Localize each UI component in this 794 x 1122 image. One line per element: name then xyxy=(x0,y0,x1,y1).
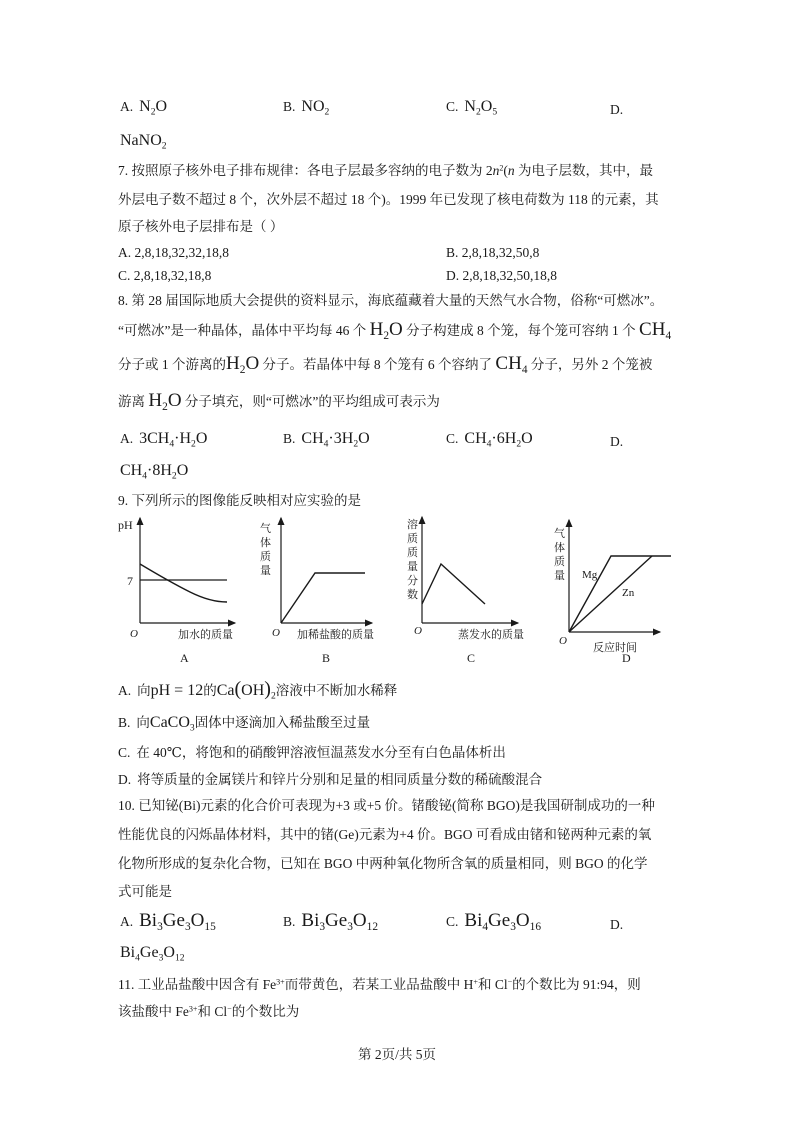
text: 和 Cl xyxy=(197,1004,228,1019)
text: 而带黄色，若某工业品盐酸中 H xyxy=(284,977,474,992)
formula: $3CH_4\cdot H_2O$ xyxy=(139,430,208,450)
text: 在 40℃，将饱和的硝酸钾溶液恒温蒸发水分至有白色晶体析出 xyxy=(136,745,506,760)
svg-text:O: O xyxy=(559,635,567,647)
option-label: D. xyxy=(610,102,624,117)
svg-text:O: O xyxy=(272,627,280,639)
svg-text:A: A xyxy=(180,651,189,665)
formula: $Bi_4Ge_3O_{16}$ xyxy=(464,910,542,933)
q9-option-d xyxy=(118,771,542,789)
q6-option-a xyxy=(120,98,167,116)
svg-text:质: 质 xyxy=(407,533,418,545)
q9-graphs xyxy=(110,512,710,670)
q6-option-c xyxy=(446,98,497,116)
svg-text:pH: pH xyxy=(118,518,133,532)
q6-option-d xyxy=(610,101,623,119)
q10-stem-line3: 化物所形成的复杂化合物，已知在 BGO 中两种氧化物所含氧的质量相同，则 BGO 的化学 xyxy=(118,856,648,871)
option-label: D. xyxy=(610,434,624,449)
text: 分子或 1 个游离的 xyxy=(118,357,226,372)
q8-stem-line2 xyxy=(118,321,671,340)
svg-text:溶: 溶 xyxy=(407,519,418,531)
q9-stem: 9. 下列所示的图像能反映相对应实验的是 xyxy=(118,493,361,508)
svg-text:气: 气 xyxy=(260,523,271,535)
q8-stem-line4 xyxy=(118,392,440,411)
q7-stem-line3: 原子核外电子层排布是（ ） xyxy=(118,219,284,234)
formula-ch4: $CH_4$ xyxy=(639,319,672,342)
q10-option-a xyxy=(120,912,216,931)
formula-n2o: $N_2O$ xyxy=(139,98,168,118)
formula: $Bi_4Ge_3O_{12}$ xyxy=(120,944,185,964)
option-label: D. xyxy=(610,917,624,932)
q7-stem-line1: 7. 按照原子核外电子排布规律：各电子层最多容纳的电子数为 $2n^2(n$ 为电子层数，其中，最 xyxy=(118,163,654,178)
text: 分子。若晶体中每 8 个笼有 6 个容纳了 xyxy=(262,357,493,372)
q8-option-c xyxy=(446,430,533,448)
svg-text:Mg: Mg xyxy=(582,569,598,581)
q10-option-b xyxy=(283,912,378,931)
option-label: C. xyxy=(446,914,459,929)
q8-stem-line3 xyxy=(118,355,652,374)
q6-option-b xyxy=(283,98,329,116)
text: 分子，另外 2 个笼被 xyxy=(530,357,653,372)
text: 该盐酸中 Fe xyxy=(118,1004,189,1019)
q10-stem-line2: 性能优良的闪烁晶体材料，其中的锗(Ge)元素为+4 价。BGO 可看成由锗和铋两种元素的氧 xyxy=(118,827,652,842)
svg-text:7: 7 xyxy=(127,574,133,588)
option-label: B. xyxy=(118,715,131,730)
q10-stem-line4: 式可能是 xyxy=(118,884,172,899)
formula: $CH_4\cdot 3H_2O$ xyxy=(301,430,370,450)
option-label: B. xyxy=(283,914,296,929)
option-label: A. xyxy=(118,683,132,698)
q10-option-c xyxy=(446,912,541,931)
text: “可燃冰”是一种晶体，晶体中平均每 46 个 xyxy=(118,323,367,338)
q8-option-a xyxy=(120,430,207,448)
svg-text:数: 数 xyxy=(407,589,418,601)
q7-option-d: D. 2,8,18,32,50,18,8 xyxy=(446,268,557,283)
q11-stem-line2: 该盐酸中 $Fe^{3+}$和 Cl−的个数比为 xyxy=(118,1004,300,1019)
text: 的个数比为 xyxy=(231,1004,300,1019)
page-footer: 第 2页/共 5页 xyxy=(357,1047,436,1062)
svg-text:C: C xyxy=(467,651,476,665)
text: 向 xyxy=(137,683,151,698)
formula-nano2: NaNO$_2$ xyxy=(120,132,167,152)
svg-text:量: 量 xyxy=(260,565,271,577)
option-label: D. xyxy=(118,772,132,787)
option-label: A. xyxy=(120,914,134,929)
text: 向 xyxy=(136,715,150,730)
q8-stem-line1: 8. 第 28 届国际地质大会提供的资料显示，海底蕴藏着大量的天然气水合物，俗称“可燃冰”。 xyxy=(118,293,664,308)
svg-text:质: 质 xyxy=(554,556,565,568)
formula-h2o: $H_2O$ xyxy=(148,390,182,413)
formula: $CH_4\cdot 6H_2O$ xyxy=(464,430,533,450)
q7-option-b: B. 2,8,18,32,50,8 xyxy=(446,245,540,260)
formula: $Bi_3Ge_3O_{12}$ xyxy=(301,910,379,933)
svg-text:加水的质量: 加水的质量 xyxy=(178,629,233,641)
option-label: C. xyxy=(118,745,131,760)
svg-text:分: 分 xyxy=(407,575,418,587)
formula-h2o: $H_2O$ xyxy=(369,319,403,342)
text: 固体中逐滴加入稀盐酸至过量 xyxy=(194,715,371,730)
svg-text:O: O xyxy=(414,625,422,637)
formula: $CH_4\cdot 8H_2O$ xyxy=(120,462,189,482)
svg-text:量: 量 xyxy=(554,570,565,582)
svg-text:Zn: Zn xyxy=(622,587,635,599)
svg-text:D: D xyxy=(622,651,631,665)
q7-option-a: A. 2,8,18,32,32,18,8 xyxy=(118,245,229,260)
q8-option-d-formula xyxy=(120,462,188,480)
q7-option-c: C. 2,8,18,32,18,8 xyxy=(118,268,212,283)
formula-h2o: $H_2O$ xyxy=(226,353,260,376)
text: 分子构建成 8 个笼，每个笼可容纳 1 个 xyxy=(406,323,636,338)
text: 溶液中不断加水稀释 xyxy=(275,683,398,698)
svg-text:体: 体 xyxy=(260,537,271,549)
graph-a xyxy=(118,518,235,665)
svg-text:O: O xyxy=(130,628,138,640)
q9-option-b xyxy=(118,714,370,732)
svg-text:质: 质 xyxy=(260,551,271,563)
text: 11. 工业品盐酸中因含有 Fe xyxy=(118,977,277,992)
q10-option-d-formula xyxy=(120,944,185,962)
q10-option-d xyxy=(610,916,623,934)
text: 和 Cl xyxy=(477,977,508,992)
q10-stem-line1: 10. 已知铋(Bi)元素的化合价可表现为+3 或+5 价。锗酸铋(简称 BGO)是我国研制成功的一种 xyxy=(118,798,655,813)
text: 将等质量的金属镁片和锌片分别和足量的相同质量分数的稀硫酸混合 xyxy=(137,772,543,787)
q7-stem-line2: 外层电子数不超过 8 个，次外层不超过 18 个)。1999 年已发现了核电荷数为 118 的元素，其 xyxy=(118,192,659,207)
q8-option-b xyxy=(283,430,370,448)
formula-no2: $NO_2$ xyxy=(301,98,330,118)
svg-text:质: 质 xyxy=(407,547,418,559)
text: 的个数比为 91:94，则 xyxy=(512,977,641,992)
svg-text:量: 量 xyxy=(407,561,418,573)
svg-text:加稀盐酸的质量: 加稀盐酸的质量 xyxy=(297,629,374,641)
q9-option-c xyxy=(118,744,506,762)
text: 的 xyxy=(203,683,217,698)
text: 分子填充，则“可燃冰”的平均组成可表示为 xyxy=(184,394,440,409)
svg-text:蒸发水的质量: 蒸发水的质量 xyxy=(458,629,524,641)
formula-ph: pH = 12 xyxy=(150,682,204,699)
q8-option-d xyxy=(610,433,623,451)
formula-n2o5: $N_2O_5$ xyxy=(464,98,498,118)
formula-caco3: CaCO$_3$ xyxy=(149,714,195,734)
text: 游离 xyxy=(118,394,145,409)
option-label: A. xyxy=(120,99,134,114)
option-label: B. xyxy=(283,431,296,446)
option-label: C. xyxy=(446,99,459,114)
option-label: A. xyxy=(120,431,134,446)
graph-d xyxy=(554,520,671,665)
q11-stem-line1: 11. 工业品盐酸中因含有 $Fe^{3+}$而带黄色，若某工业品盐酸中 H+和 Cl−的个数比为 91:94，则 xyxy=(118,977,641,992)
option-label: C. xyxy=(446,431,459,446)
formula-ch4: $CH_4$ xyxy=(495,353,528,376)
svg-text:气: 气 xyxy=(554,528,565,540)
svg-text:B: B xyxy=(322,651,331,665)
graph-b xyxy=(260,518,374,665)
svg-text:反应时间: 反应时间 xyxy=(593,642,637,654)
formula-caoh2: $Ca(OH)_2$ xyxy=(216,678,276,702)
graph-c xyxy=(407,517,524,665)
q6-option-d-formula xyxy=(120,132,167,150)
formula: $Bi_3Ge_3O_{15}$ xyxy=(139,910,216,933)
option-label: B. xyxy=(283,99,296,114)
svg-text:体: 体 xyxy=(554,542,565,554)
q9-option-a xyxy=(118,680,397,700)
